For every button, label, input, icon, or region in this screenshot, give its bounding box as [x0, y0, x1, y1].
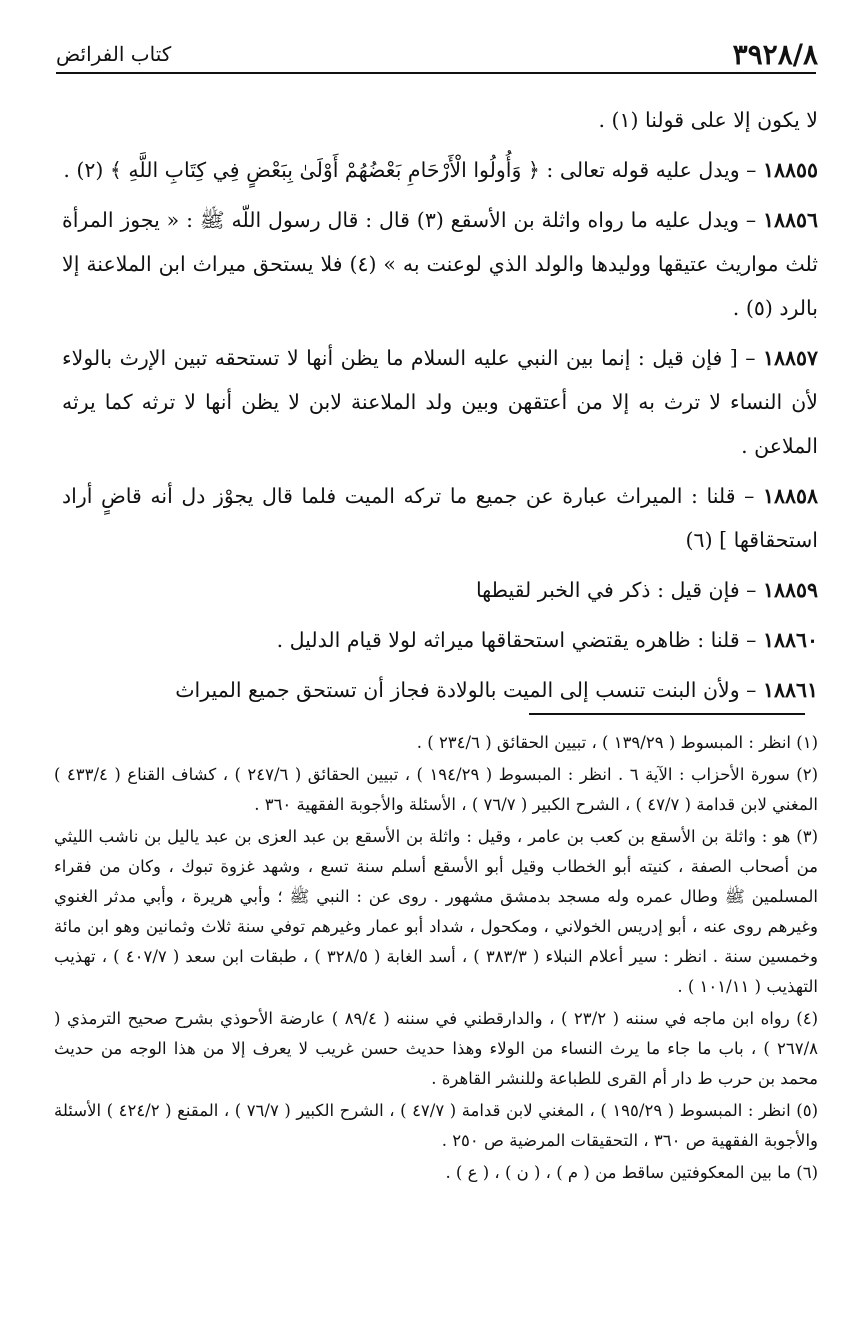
footnote: (٤) رواه ابن ماجه في سننه ( ٢٣/٢ ) ، والدارقطني في سننه ( ٨٩/٤ ) عارضة الأحوذي بشرح صحيح الترمذي ( ٢٦٧/٨ ) ، باب ما جاء ما يرث النساء من الولاء وهذا حديث حسن غريب لا يعرف إلا من هذا الوجه من حديث محمد بن حرب ط دار أم القرى للطباعة وللنشر القاهرة .	[54, 1009, 819, 1088]
paragraph-text: – قلنا : ظاهره يقتضي استحقاقها ميراثه لولا قيام الدليل .	[276, 628, 757, 652]
footnotes	[54, 728, 818, 1190]
footnote: (٥) انظر : المبسوط ( ١٩٥/٢٩ ) ، المغني لابن قدامة ( ٤٧/٧ ) ، الشرح الكبير ( ٧٦/٧ ) ، المقنع ( ٤٢٤/٢ ) الأسئلة والأجوبة الفقهية ص ٣٦٠ ، التحقيقات المرضية ص ٢٥٠ .	[54, 1101, 818, 1150]
paragraph-number: ١٨٨٦٠	[762, 628, 818, 652]
paragraph	[62, 668, 818, 712]
paragraph	[62, 336, 818, 468]
paragraph-text: – ولأن البنت تنسب إلى الميت بالولادة فجاز أن تستحق جميع الميراث	[175, 678, 757, 702]
paragraph-text: – ويدل عليه قوله تعالى : ﴿ وَأُولُوا الْأَرْحَامِ بَعْضُهُمْ أَوْلَىٰ بِبَعْضٍ فِي كِتَابِ اللَّهِ ﴾ (٢) .	[63, 158, 757, 182]
main-text	[62, 98, 818, 718]
header-divider	[56, 72, 816, 74]
footnote: (٦) ما بين المعكوفتين ساقط من ( م ) ، ( ن ) ، ( ع ) .	[445, 1163, 818, 1182]
paragraph-text: – ويدل عليه ما رواه واثلة بن الأسقع (٣) قال : قال رسول اللّه ﷺ : « يجوز المرأة ثلث مواريث عتيقها ووليدها والولد الذي لوعنت به » (٤) فلا يستحق ميراث ابن الملاعنة إلا بالرد (٥) .	[62, 208, 818, 320]
paragraph-number: ١٨٨٥٦	[762, 208, 818, 232]
paragraph-text: – قلنا : الميراث عبارة عن جميع ما تركه الميت فلما قال يجوْز دل أنه قاضٍ أراد استحقاقها ] (٦)	[62, 484, 818, 552]
page-number: ٣٩٢٨/٨	[732, 38, 818, 71]
paragraph	[62, 148, 818, 192]
paragraph	[62, 198, 818, 330]
footnote: (٢) سورة الأحزاب : الآية ٦ . انظر : المبسوط ( ١٩٤/٢٩ ) ، تبيين الحقائق ( ٢٤٧/٦ ) ، كشاف القناع ( ٤٣٣/٤ ) المغني لابن قدامة ( ٤٧/٧ ) ، الشرح الكبير ( ٧٦/٧ ) ، الأسئلة والأجوبة الفقهية ٣٦٠ .	[54, 765, 819, 814]
paragraph-number: ١٨٨٦١	[762, 678, 818, 702]
paragraph-text: – [ فإن قيل : إنما بين النبي عليه السلام ما يظن أنها لا تستحقه تبين الإرث بالولاء لأن النساء لا ترث به إلا من أعتقهن وبين ولد الملاعنة لابن لا يظن أنها لا ترثه كما يرثه الملاعن .	[62, 346, 818, 458]
paragraph	[62, 98, 818, 142]
paragraph-number: ١٨٨٥٨	[762, 484, 818, 508]
paragraph-number: ١٨٨٥٥	[762, 158, 818, 182]
paragraph	[62, 474, 818, 562]
book-title: كتاب الفرائض	[56, 42, 172, 66]
footnote: (١) انظر : المبسوط ( ١٣٩/٢٩ ) ، تبيين الحقائق ( ٢٣٤/٦ ) .	[416, 733, 818, 752]
paragraph-text: لا يكون إلا على قولنا (١) .	[598, 108, 818, 132]
paragraph-number: ١٨٨٥٩	[762, 578, 818, 602]
paragraph	[62, 618, 818, 662]
paragraph-text: – فإن قيل : ذكر في الخبر لقيطها	[475, 578, 757, 602]
paragraph	[62, 568, 818, 612]
footnote: (٣) هو : واثلة بن الأسقع بن كعب بن عامر ، وقيل : واثلة بن الأسقع بن عبد العزى بن عبد ياليل بن ناشب الليثي من أصحاب الصفة ، كنيته أبو الخطاب وقيل أبو الأسقع أسلم سنة تسع ، وشهد غزوة تبوك ، وكان من فقراء المسلمين ﷺ وطال عمره وله مسجد بدمشق مشهور . روى عن : النبي ﷺ ؛ وأبي هريرة ، وأبي مدثر الغنوي وغيرهم روى عنه ، أبو إدريس الخولاني ، ومكحول ، شداد أبو عمار وغيرهم توفي سنة ثلاث وثمانين وهو ابن مائة وخمسين سنة . انظر : سير أعلام النبلاء ( ٣٨٣/٣ ) ، أسد الغابة ( ٣٢٨/٥ ) ، طبقات ابن سعد ( ٤٠٧/٧ ) ، تهذيب التهذيب ( ١٠١/١١ ) .	[54, 827, 818, 996]
footnote-divider	[529, 713, 805, 715]
paragraph-number: ١٨٨٥٧	[762, 346, 818, 370]
